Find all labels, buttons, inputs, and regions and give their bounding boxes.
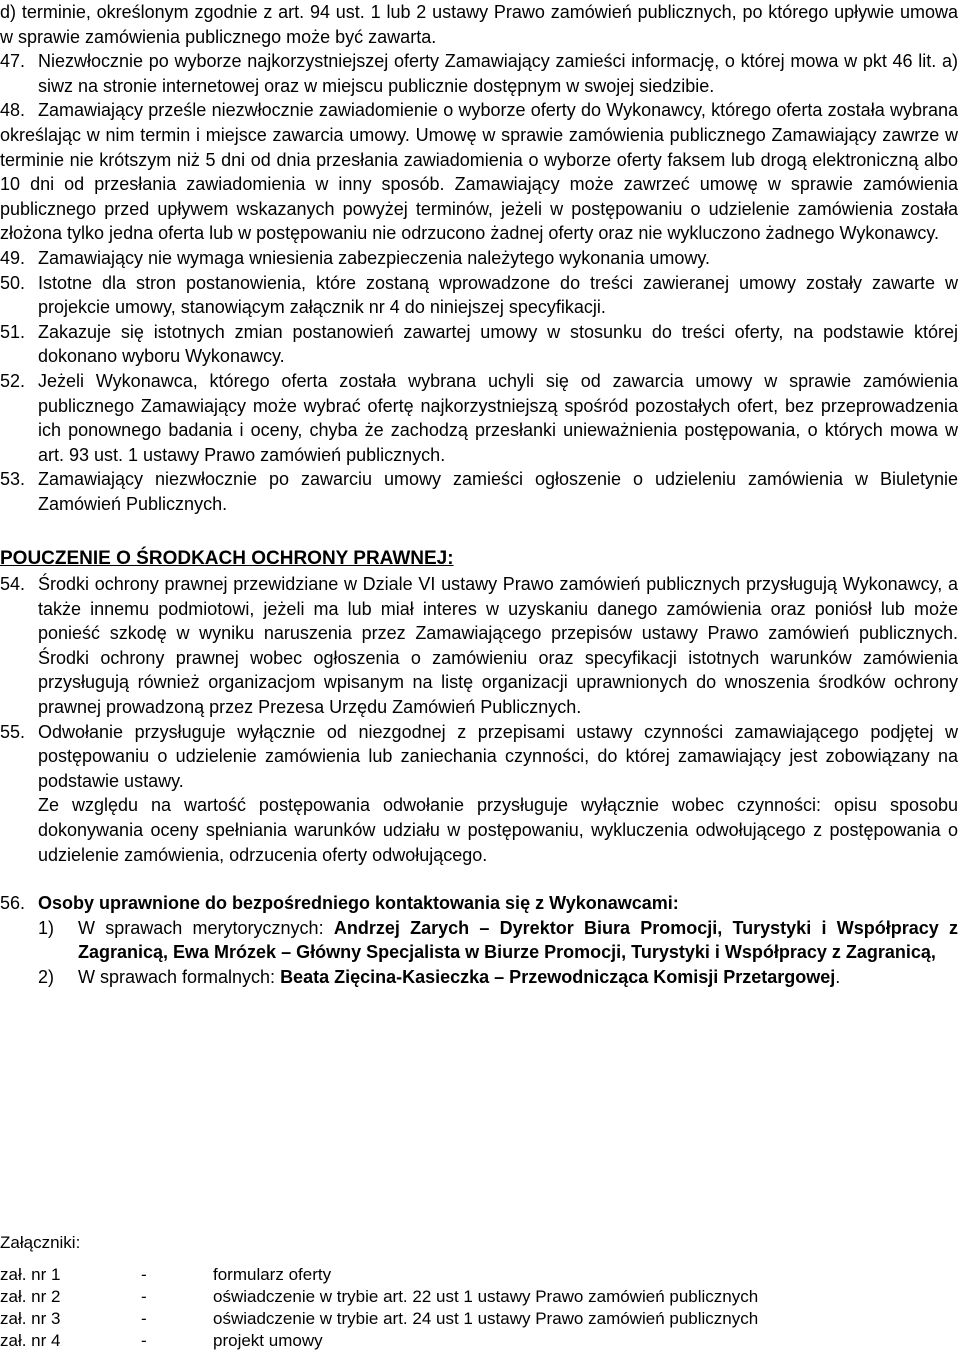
attachments xyxy=(0,1232,960,1352)
item-number: 52. xyxy=(0,370,26,391)
contact-item xyxy=(0,916,960,965)
list-item xyxy=(0,467,960,516)
list-item xyxy=(0,369,960,467)
item-text: Jeżeli Wykonawca, którego oferta została wybrana uchyli się od zawarcia umowy w sprawie zamówienia publicznego Zamawiający może wybrać ofertę najkorzystniejszą spośród pozostałych ofert, bez przeprowadzenia ich ponownego badania i oceny, chyba że zachodzą przesłanki unieważnienia postępowania, o których mowa w art. 93 ust. 1 ustawy Prawo zamówień publicznych. xyxy=(38,370,958,465)
attachment-desc: oświadczenie w trybie art. 24 ust 1 ustawy Prawo zamówień publicznych xyxy=(213,1309,759,1328)
attachment-dash: - xyxy=(141,1265,147,1284)
attachment-dash: - xyxy=(141,1287,147,1306)
contacts-title: Osoby uprawnione do bezpośredniego kontaktowania się z Wykonawcami: xyxy=(38,893,679,914)
contact-persons: Beata Zięcina-Kasieczka – Przewodnicząca Komisji Przetargowej xyxy=(280,966,836,987)
attachment-id: zał. nr 3 xyxy=(0,1309,61,1328)
list-item xyxy=(0,891,960,989)
item-text: Zakazuje się istotnych zmian postanowień zawartej umowy w stosunku do treści oferty, na podstawie której dokonano wyboru Wykonawcy. xyxy=(38,321,958,367)
attachment-desc: formularz oferty xyxy=(213,1265,332,1284)
item-number: 54. xyxy=(0,574,26,595)
paragraph-d xyxy=(0,0,960,49)
item-text-continued: Ze względu na wartość postępowania odwołanie przysługuje wyłącznie wobec czynności: opisu sposobu dokonywania oceny spełniania warunków udziału w postępowaniu, wykluczenia odwołującego z postępowania o udzielenie zamówienia, odrzucenia oferty odwołującego. xyxy=(38,795,958,865)
contact-lead: W sprawach formalnych: xyxy=(78,966,281,987)
contact-number: 2) xyxy=(38,966,55,987)
attachment-row xyxy=(0,1264,960,1286)
attachment-row xyxy=(0,1286,960,1308)
list-item xyxy=(0,572,960,720)
attachment-dash: - xyxy=(141,1309,147,1328)
attachment-id: zał. nr 4 xyxy=(0,1331,61,1350)
contact-persons: Andrzej Zarych – Dyrektor Biura Promocji, Turystyki i Współpracy z Zagranicą, Ewa Mrózek – Główny Specjalista w Biurze Promocji, Turystyki i Współpracy z Zagranicą, xyxy=(78,917,958,963)
contact-item xyxy=(0,965,960,990)
attachment-row xyxy=(0,1330,960,1352)
item-number: 48. xyxy=(0,100,26,121)
item-text: Odwołanie przysługuje wyłącznie od niezgodnej z przepisami ustawy czynności zamawiającego podjętej w postępowaniu o udzielenie zamówienia lub zaniechania czynności, do której zamawiający jest zobowiązany na podstawie ustawy. xyxy=(38,721,958,791)
paragraph-d-text: d) terminie, określonym zgodnie z art. 94 ust. 1 lub 2 ustawy Prawo zamówień publicznych, po którego upływie umowa w sprawie zamówienia publicznego może być zawarta. xyxy=(0,2,958,47)
item-text: Istotne dla stron postanowienia, które zostaną wprowadzone do treści zawieranej umowy zostały zawarte w projekcie umowy, stanowiącym załącznik nr 4 do niniejszej specyfikacji. xyxy=(38,272,958,318)
contact-tail: . xyxy=(835,966,841,987)
attachment-id: zał. nr 1 xyxy=(0,1265,61,1284)
attachment-row xyxy=(0,1308,960,1330)
item-number: 53. xyxy=(0,469,26,490)
item-text: Środki ochrony prawnej przewidziane w Dziale VI ustawy Prawo zamówień publicznych przysługują Wykonawcy, a także innemu podmiotowi, jeżeli ma lub miał interes w uzyskaniu danego zamówienia oraz poniósł lub może ponieść szkodę w wyniku naruszenia przez Zamawiającego przepisów ustawy Prawo zamówień publicznych. Środki ochrony prawnej wobec ogłoszenia o zamówieniu oraz specyfikacji istotnych warunków zamówienia przysługują również organizacjom wpisanym na listę organizacji uprawnionych do wnoszenia środków ochrony prawnej prowadzoną przez Prezesa Urzędu Zamówień Publicznych. xyxy=(38,574,958,718)
item-text: Zamawiający niezwłocznie po zawarciu umowy zamieści ogłoszenie o udzieleniu zamówienia w Biuletynie Zamówień Publicznych. xyxy=(38,469,958,514)
list-item xyxy=(0,271,960,320)
attachment-desc: oświadczenie w trybie art. 22 ust 1 ustawy Prawo zamówień publicznych xyxy=(213,1287,759,1306)
list-item xyxy=(0,720,960,868)
attachment-dash: - xyxy=(141,1331,147,1350)
item-number: 50. xyxy=(0,272,26,293)
list-item xyxy=(0,49,960,98)
item-text: Zamawiający prześle niezwłocznie zawiadomienie o wyborze oferty do Wykonawcy, którego oferta została wybrana określając w nim termin i miejsce zawarcia umowy. Umowę w sprawie zamówienia publicznego Zamawiający zawrze w terminie nie krótszym niż 5 dni od dnia przesłania zawiadomienia o wyborze oferty faksem lub drogą elektroniczną albo 10 dni od przesłania zawiadomienia w inny sposób. Zamawiający może zawrzeć umowę w sprawie zamówienia publicznego przed upływem wskazanych powyżej terminów, jeżeli w postępowaniu o udzielenie zamówienia została złożona tylko jedna oferta lub w postępowaniu nie odrzucono żadnej oferty oraz nie wykluczono żadnego Wykonawcy. xyxy=(0,100,958,244)
attachment-id: zał. nr 2 xyxy=(0,1287,61,1306)
item-number: 49. xyxy=(0,247,26,268)
list-item xyxy=(0,246,960,271)
section-heading: POUCZENIE O ŚRODKACH OCHRONY PRAWNEJ: xyxy=(0,548,454,570)
item-number: 47. xyxy=(0,51,26,72)
item-number: 56. xyxy=(0,893,26,914)
item-text: Niezwłocznie po wyborze najkorzystniejszej oferty Zamawiający zamieści informację, o której mowa w pkt 46 lit. a) siwz na stronie internetowej oraz w miejscu publicznie dostępnym w swojej siedzibie. xyxy=(38,51,958,96)
contact-lead: W sprawach merytorycznych: xyxy=(78,917,334,938)
item-number: 51. xyxy=(0,321,26,342)
contact-number: 1) xyxy=(38,917,55,938)
list-item xyxy=(0,320,960,369)
attachments-label: Załączniki: xyxy=(0,1233,81,1252)
list-item xyxy=(0,98,960,246)
item-text: Zamawiający nie wymaga wniesienia zabezpieczenia należytego wykonania umowy. xyxy=(38,247,711,268)
attachment-desc: projekt umowy xyxy=(213,1331,323,1350)
item-number: 55. xyxy=(0,721,26,742)
